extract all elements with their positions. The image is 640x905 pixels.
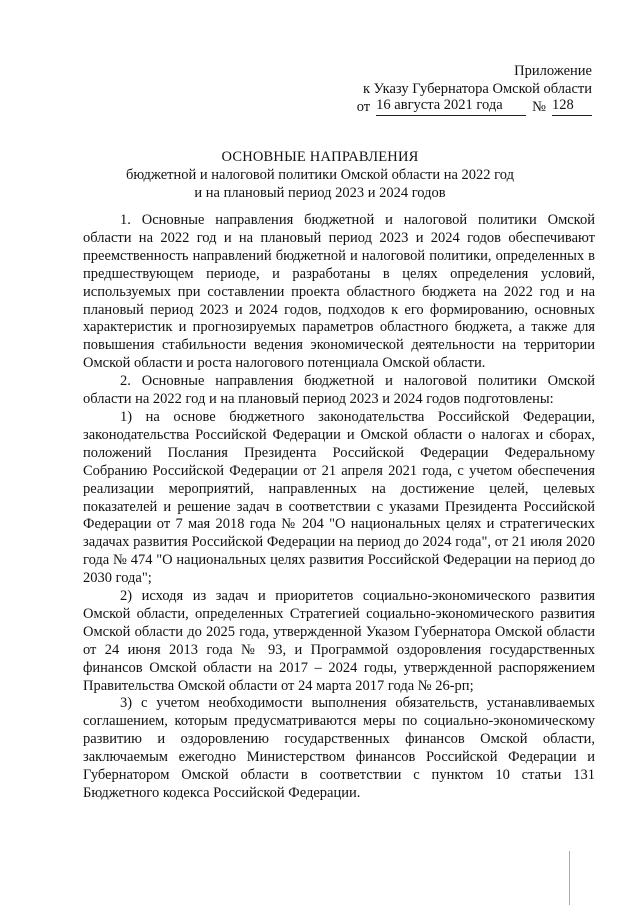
scan-artifact-line: [569, 851, 570, 905]
appendix-date-number-line: [357, 98, 592, 116]
decree-date: 16 августа 2021 года: [376, 98, 526, 116]
title-heading: ОСНОВНЫЕ НАПРАВЛЕНИЯ: [221, 149, 419, 165]
decree-number: 128: [552, 98, 592, 116]
subparagraph-2: 2) исходя из задач и приоритетов социально-экономического развития Омской области, определенных Стратегией социально-экономического развития Омской области до 2025 года, утвержденной Указом Губернатора Омской области от 24 июня 2013 года № 93, и Программой оздоровления государственных финансов Омской области на 2017 – 2024 годы, утвержденной распоряжением Правительства Омской области от 24 марта 2017 года № 26-рп;: [83, 588, 595, 694]
subparagraph-1: 1) на основе бюджетного законодательства Российской Федерации, законодательства Российской Федерации и Омской области о налогах и сборах, положений Послания Президента Российской Федерации Федеральному Собранию Российской Федерации от 21 апреля 2021 года, с учетом обеспечения реализации мероприятий, направленных на достижение целей, целевых показателей и решение задач в соответствии с указами Президента Российской Федерации от 7 мая 2018 года № 204 "О национальных целях и стратегических задачах развития Российской Федерации на период до 2024 года", от 21 июля 2020 года № 474 "О национальных целях развития Российской Федерации на период до 2030 года";: [83, 408, 595, 587]
appendix-label: Приложение: [514, 63, 592, 79]
date-prefix: от: [356, 99, 371, 115]
subparagraph-3: 3) с учетом необходимости выполнения обязательств, устанавливаемых соглашением, которым предусматриваются меры по социально-экономическому развитию и оздоровлению государственных финансов Омской области, заключаемым ежегодно Министерством финансов Российской Федерации и Губернатором Омской области в соответствии с пунктом 10 статьи 131 Бюджетного кодекса Российской Федерации.: [83, 695, 595, 801]
number-sign: №: [532, 99, 546, 115]
paragraph-1: 1. Основные направления бюджетной и налоговой политики Омской области на 2022 год и на плановый период 2023 и 2024 годов обеспечивают преемственность направлений бюджетной и налоговой политики, определенных в предшествующем периоде, и разработаны в целях определения условий, используемых при составлении проекта областного бюджета на 2022 год и на плановый период 2023 и 2024 годов, подходов к его формированию, основных характеристик и прогнозируемых параметров областного бюджета, а также для повышения стабильности ведения экономической деятельности на территории Омской области и роста налогового потенциала Омской области.: [83, 212, 595, 372]
document-body: [83, 212, 595, 803]
appendix-header: [357, 62, 592, 116]
appendix-decree-reference: к Указу Губернатора Омской области: [362, 81, 592, 97]
paragraph-2: 2. Основные направления бюджетной и налоговой политики Омской области на 2022 год и на плановый период 2023 и 2024 годов подготовлены:: [83, 373, 595, 408]
title-subheading-line2: и на плановый период 2023 и 2024 годов: [194, 185, 446, 201]
document-title: [0, 148, 640, 202]
title-subheading-line1: бюджетной и налоговой политики Омской области на 2022 год: [126, 167, 514, 183]
